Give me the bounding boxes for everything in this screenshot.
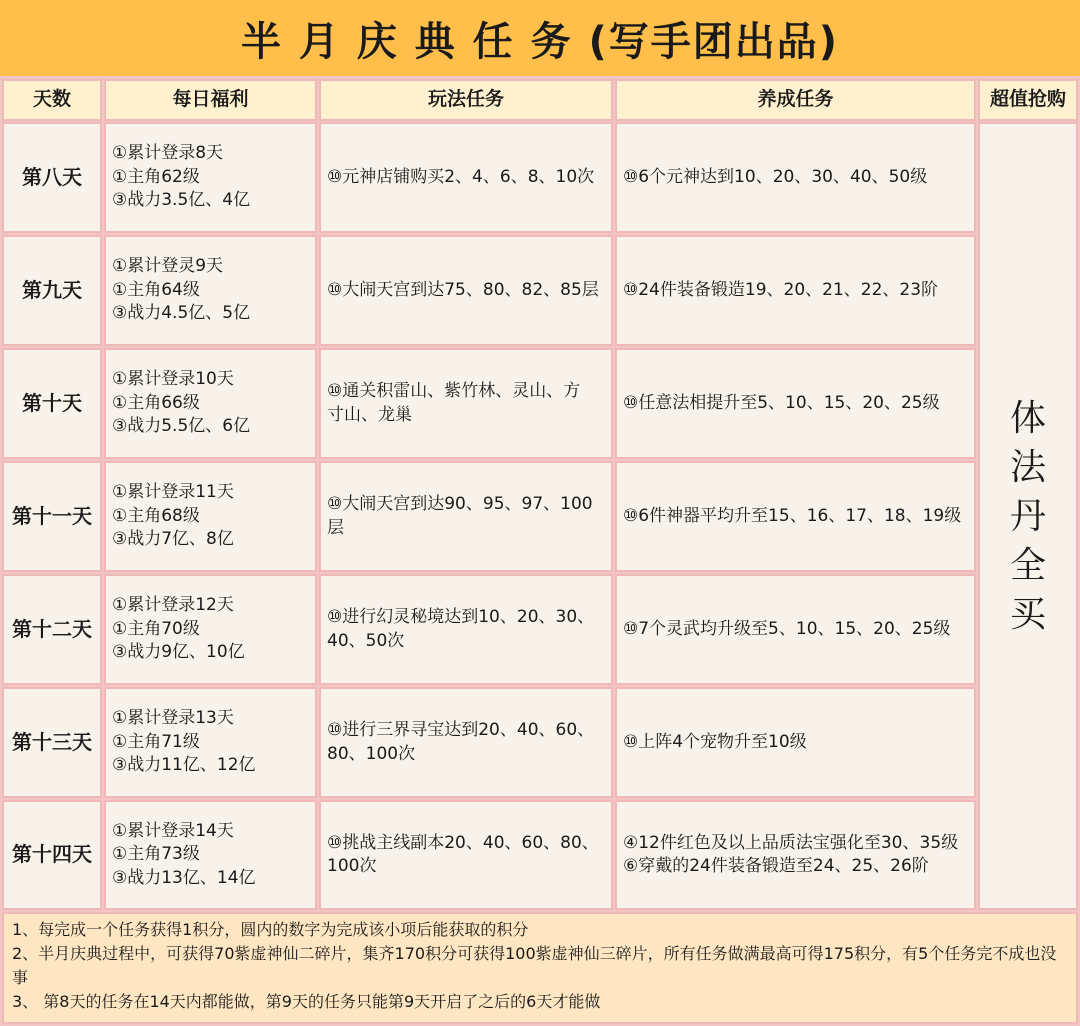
play-task-line: ⑩元神店铺购买2、4、6、8、10次 [327,166,595,187]
growth-task-cell [615,800,976,910]
header-day: 天数 [2,79,102,121]
benefit-item: ③战力3.5亿、4亿 [112,190,251,211]
benefit-item: ①累计登录10天 [112,369,234,390]
benefit-item: ①主角68级 [112,505,200,526]
growth-task-cell [615,574,976,685]
growth-task-cell [615,235,976,346]
benefit-item: ①累计登录14天 [112,820,234,841]
play-task-line: 100次 [327,856,377,876]
note-line: 3、 第8天的任务在14天内都能做，第9天的任务只能第9天开启了之后的6天才能做 [12,992,601,1011]
purchase-char: 体 [1009,397,1046,439]
play-task-cell [319,800,613,910]
benefit-item: ①累计登录13天 [112,708,234,729]
play-task-line: 80、100次 [327,743,416,764]
play-task-line: ⑩大闹天宫到达90、95、97、100 [327,494,593,514]
benefits-cell [104,687,317,798]
header-daily-benefits: 每日福利 [104,79,317,121]
growth-task-line: ⑩24件装备锻造19、20、21、22、23阶 [623,279,939,300]
growth-task-line: ④12件红色及以上品质法宝强化至30、35级 [623,832,959,853]
benefit-item: ③战力5.5亿、6亿 [112,416,251,437]
benefit-item: ①累计登录11天 [112,482,234,503]
growth-task-cell [615,348,976,459]
benefit-item: ③战力13亿、14亿 [112,867,256,888]
growth-task-cell [615,687,976,798]
benefits-cell [104,122,317,233]
benefits-cell [104,348,317,459]
benefit-item: ①主角71级 [112,731,200,752]
day-cell: 第十二天 [2,574,102,685]
benefit-item: ①主角64级 [112,279,200,300]
play-task-cell [319,348,613,459]
notes-box [2,912,1078,1024]
play-task-cell [319,461,613,572]
benefit-item: ①主角62级 [112,166,200,187]
benefit-item: ①主角70级 [112,618,200,639]
header-value-purchase: 超值抢购 [978,79,1078,121]
play-task-line: ⑩挑战主线副本20、40、60、80、 [327,832,599,853]
benefits-cell [104,800,317,910]
benefit-item: ①累计登录12天 [112,595,234,616]
growth-task-line: ⑩6件神器平均升至15、16、17、18、19级 [623,505,962,526]
play-task-line: 40、50次 [327,630,405,651]
play-task-line: 寸山、龙巢 [327,404,412,425]
benefit-item: ③战力9亿、10亿 [112,642,245,663]
growth-task-cell [615,461,976,572]
growth-task-line: ⑩7个灵武均升级至5、10、15、20、25级 [623,618,951,639]
benefit-item: ①累计登灵9天 [112,256,224,277]
note-line: 2、半月庆典过程中，可获得70紫虚神仙二碎片，集齐170积分可获得100紫虚神仙三碎片，所有任务做满最高可得175积分，有5个任务完不成也没事 [12,944,1057,987]
purchase-char: 丹 [1009,495,1046,537]
growth-task-line: ⑥穿戴的24件装备锻造至24、25、26阶 [623,856,929,876]
play-task-line: ⑩通关积雷山、紫竹林、灵山、方 [327,381,581,401]
benefit-item: ③战力11亿、12亿 [112,755,256,776]
benefit-item: ①主角73级 [112,844,200,865]
play-task-cell [319,235,613,346]
play-task-cell [319,574,613,685]
header-growth-tasks: 养成任务 [615,79,976,121]
note-line: 1、每完成一个任务获得1积分，圆内的数字为完成该小项后能获取的积分 [12,920,529,939]
benefits-cell [104,235,317,346]
benefit-item: ③战力7亿、8亿 [112,529,234,550]
benefit-item: ①主角66级 [112,392,200,413]
play-task-line: 层 [327,517,344,538]
purchase-char: 买 [1009,593,1046,635]
day-cell: 第十天 [2,348,102,459]
growth-task-line: ⑩上阵4个宠物升至10级 [623,731,807,752]
play-task-cell [319,687,613,798]
benefit-item: ③战力4.5亿、5亿 [112,303,251,324]
growth-task-cell [615,122,976,233]
benefit-item: ①累计登录8天 [112,143,224,164]
growth-task-line: ⑩任意法相提升至5、10、15、20、25级 [623,392,940,413]
day-cell: 第十四天 [2,800,102,910]
day-cell: 第八天 [2,122,102,233]
play-task-line: ⑩进行幻灵秘境达到10、20、30、 [327,607,595,627]
header-play-tasks: 玩法任务 [319,79,613,121]
play-task-line: ⑩大闹天宫到达75、80、82、85层 [327,279,599,300]
purchase-char: 法 [1009,446,1046,488]
day-cell: 第十三天 [2,687,102,798]
benefits-cell [104,574,317,685]
purchase-char: 全 [1009,544,1046,586]
page-title: 半 月 庆 典 任 务 (写手团出品) [0,0,1080,76]
play-task-cell [319,122,613,233]
purchase-cell [978,122,1078,910]
play-task-line: ⑩进行三界寻宝达到20、40、60、 [327,720,595,740]
day-cell: 第十一天 [2,461,102,572]
benefits-cell [104,461,317,572]
day-cell: 第九天 [2,235,102,346]
growth-task-line: ⑩6个元神达到10、20、30、40、50级 [623,166,928,187]
